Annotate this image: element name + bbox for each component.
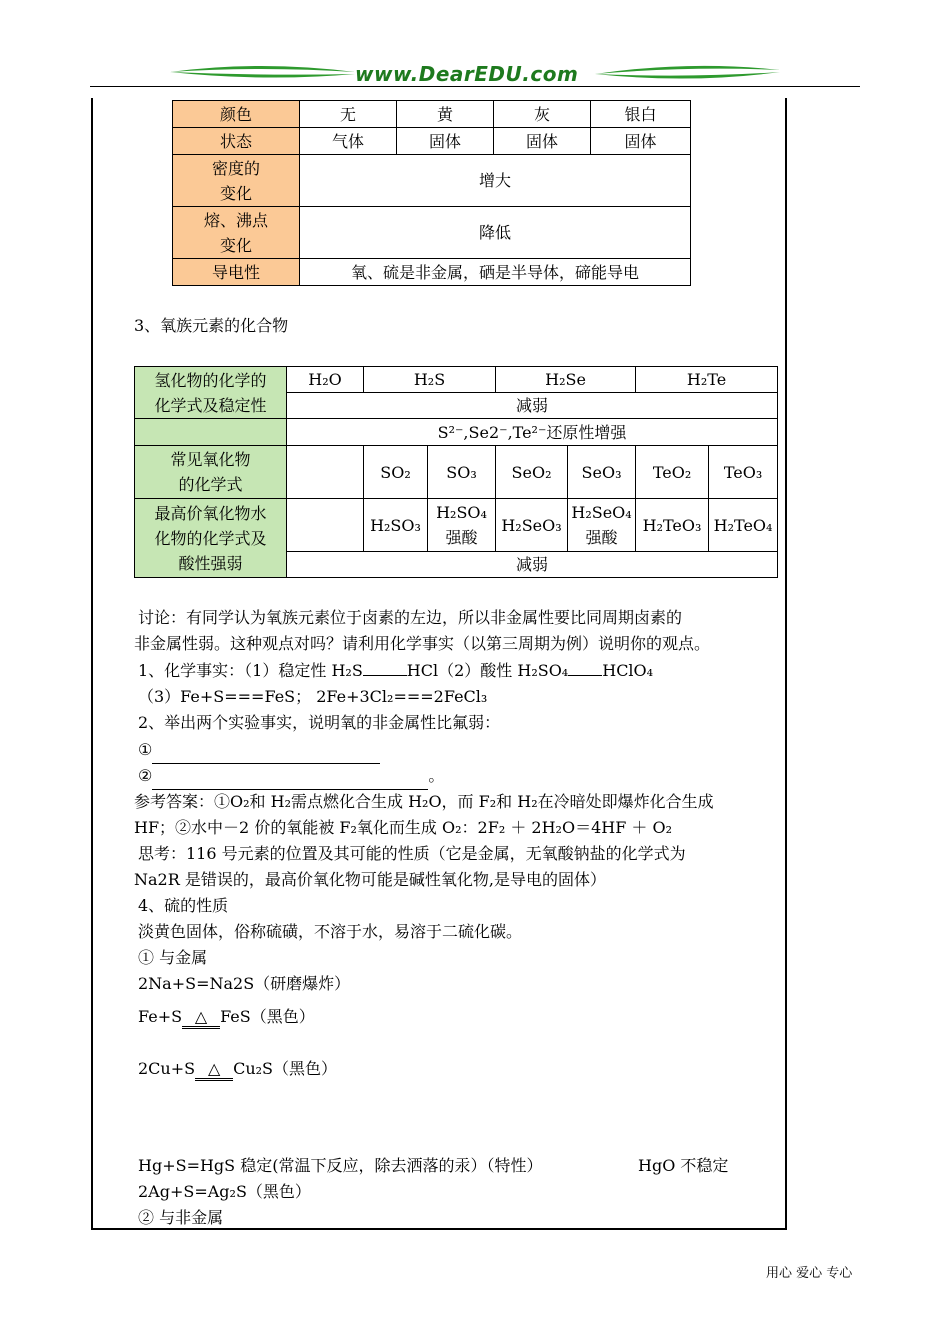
page-footer: 用心 爱心 专心 — [766, 1266, 853, 1281]
table-cell — [287, 446, 364, 499]
fact-line-2: （3）Fe+S===FeS； 2Fe+3Cl₂===2FeCl₃ — [138, 687, 488, 706]
table-cell: H₂SO₃ — [364, 499, 428, 552]
table-cell: H₂O — [287, 367, 364, 393]
table-cell: H₂SeO₃ — [496, 499, 568, 552]
table-cell: 黄 — [397, 101, 494, 128]
row-label-density: 密度的 变化 — [173, 155, 300, 207]
fact-line-1: 1、化学事实：（1）稳定性 H₂S HCl（2）酸性 H₂SO₄ HClO₄ — [138, 661, 654, 680]
table-cell: TeO₃ — [709, 446, 778, 499]
experiment-blank-1: ① — [138, 737, 380, 764]
reaction-hg-note: HgO 不稳定 — [638, 1156, 729, 1175]
row-label-state: 状态 — [173, 128, 300, 155]
reaction-na: 2Na+S=Na2S（研磨爆炸） — [138, 974, 351, 993]
row-label-color: 颜色 — [173, 101, 300, 128]
section-title: 3、氧族元素的化合物 — [134, 316, 289, 335]
table-cell: 减弱 — [287, 552, 778, 578]
with-metal-heading: ① 与金属 — [138, 948, 208, 967]
table-cell: SeO₃ — [568, 446, 636, 499]
element-properties-table — [172, 100, 691, 286]
row-label-oxide: 常见氧化物 的化学式 — [135, 446, 287, 499]
table-cell: 无 — [300, 101, 397, 128]
row-label-hydride: 氢化物的化学的 化学式及稳定性 — [135, 367, 287, 419]
reaction-cu: 2Cu+S △ Cu₂S（黑色） — [138, 1056, 337, 1082]
reaction-fe: Fe+S △ FeS（黑色） — [138, 1004, 315, 1030]
table-cell: 固体 — [591, 128, 691, 155]
experiment-title: 2、举出两个实验事实，说明氧的非金属性比氟弱： — [138, 713, 501, 732]
table-cell: 氧、硫是非金属，硒是半导体，碲能导电 — [300, 259, 691, 286]
table-cell: 灰 — [494, 101, 591, 128]
table-cell: H₂Se — [496, 367, 636, 393]
header-logo-text: www.DearEDU.com — [355, 62, 579, 86]
table-cell: 固体 — [494, 128, 591, 155]
table-cell: TeO₂ — [636, 446, 709, 499]
heat-sign-icon: △ — [195, 1060, 233, 1081]
with-nonmetal-heading: ② 与非金属 — [138, 1208, 224, 1227]
experiment-blank-2: ② 。 — [138, 763, 444, 790]
row-label-acid: 最高价氧化物水 化物的化学式及 酸性强弱 — [135, 499, 287, 578]
table-cell: 降低 — [300, 207, 691, 259]
table-cell: S²⁻,Se2⁻,Te²⁻还原性增强 — [287, 419, 778, 446]
reaction-ag: 2Ag+S=Ag₂S（黑色） — [138, 1182, 311, 1201]
think-line-1: 思考：116 号元素的位置及其可能的性质（它是金属，无氧酸钠盐的化学式为 — [138, 844, 686, 863]
table-cell: 固体 — [397, 128, 494, 155]
table-cell: H₂TeO₄ — [709, 499, 778, 552]
discussion-line-2: 非金属性弱。这种观点对吗？请利用化学事实（以第三周期为例）说明你的观点。 — [134, 634, 711, 653]
sulfur-title: 4、硫的性质 — [138, 896, 229, 915]
table-cell: H₂SeO₄ 强酸 — [568, 499, 636, 552]
table-cell: H₂S — [364, 367, 496, 393]
table-cell: H₂Te — [636, 367, 778, 393]
table-cell: SO₃ — [428, 446, 496, 499]
row-label-empty — [135, 419, 287, 446]
answer-line-2: HF；②水中－2 价的氧能被 F₂氧化而生成 O₂：2F₂ ＋ 2H₂O＝4HF ＋ O₂ — [134, 818, 673, 837]
table-cell: 气体 — [300, 128, 397, 155]
compounds-table — [134, 366, 778, 578]
table-cell: H₂TeO₃ — [636, 499, 709, 552]
heat-sign-icon: △ — [182, 1008, 220, 1029]
think-line-2: Na2R 是错误的，最高价氧化物可能是碱性氧化物,是导电的固体） — [134, 870, 606, 889]
table-cell: 减弱 — [287, 393, 778, 419]
reaction-hg: Hg+S=HgS 稳定(常温下反应，除去洒落的汞）（特性） — [138, 1156, 543, 1175]
answer-line-1: 参考答案：①O₂和 H₂需点燃化合生成 H₂O，而 F₂和 H₂在冷暗处即爆炸化合生成 — [134, 792, 714, 811]
table-cell: SO₂ — [364, 446, 428, 499]
table-cell: 银白 — [591, 101, 691, 128]
row-label-melting: 熔、沸点 变化 — [173, 207, 300, 259]
header-rule — [90, 86, 860, 87]
table-cell — [287, 499, 364, 552]
row-label-conductivity: 导电性 — [173, 259, 300, 286]
sulfur-description: 淡黄色固体，俗称硫磺，不溶于水，易溶于二硫化碳。 — [138, 922, 523, 941]
table-cell: SeO₂ — [496, 446, 568, 499]
discussion-line-1: 讨论：有同学认为氧族元素位于卤素的左边，所以非金属性要比同周期卤素的 — [138, 608, 683, 627]
table-cell: H₂SO₄ 强酸 — [428, 499, 496, 552]
table-cell: 增大 — [300, 155, 691, 207]
